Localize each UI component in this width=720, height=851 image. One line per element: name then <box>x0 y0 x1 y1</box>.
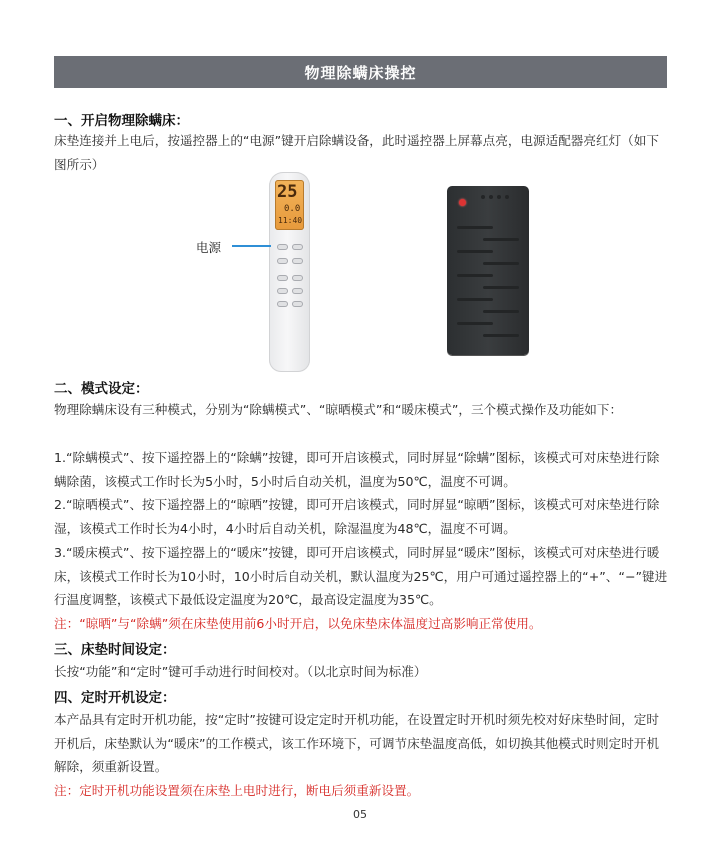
section4-heading: 四、定时开机设定： <box>54 690 176 706</box>
remote-button <box>292 301 303 307</box>
section4-note: 注：定时开机功能设置须在床垫上电时进行，断电后须重新设置。 <box>54 783 420 798</box>
remote-control-image <box>269 172 310 372</box>
power-callout-line <box>232 245 271 247</box>
section2-intro: 物理除螨床设有三种模式，分别为“除螨模式”、“晾晒模式”和“暖床模式”，三个模式操作及功能如下： <box>54 402 623 417</box>
red-led-icon <box>459 199 466 206</box>
power-callout-label: 电源 <box>196 240 222 255</box>
remote-time-readout: 11:40 <box>278 216 303 225</box>
page-title: 物理除螨床操控 <box>54 56 667 88</box>
section1-text: 床垫连接并上电后，按遥控器上的“电源”键开启除螨设备，此时遥控器上屏幕点亮，电源适配器亮红灯（如下图所示） <box>54 133 659 172</box>
section2-item-3: 3.“暖床模式”、按下遥控器上的“暖床”按键，即可开启该模式，同时屏显“暖床”图标，该模式可对床垫进行暖床，该模式工作时长为10小时，10小时后自动关机，默认温度为25℃，用户可通过遥控器上的“+”、“−”键进行温度调整，该模式下最低设定温度为20℃，最高设定温度为35℃。 <box>54 545 668 608</box>
remote-plus-button <box>292 244 303 250</box>
remote-button <box>277 301 288 307</box>
remote-power-button <box>277 244 288 250</box>
section2-item-1: 1.“除螨模式”、按下遥控器上的“除螨”按键，即可开启该模式，同时屏显“除螨”图标，该模式可对床垫进行除螨除菌，该模式工作时长为5小时，5小时后自动关机，温度为50℃，温度不可调。 <box>54 450 660 489</box>
remote-function-button <box>277 258 288 264</box>
section4-text: 本产品具有定时开机功能，按“定时”按键可设定定时开机功能，在设置定时开机时须先校对好床垫时间，定时开机后，床垫默认为“暖床”的工作模式，该工作环境下，可调节床垫温度高低，如切换其他模式时则定时开机解除，须重新设置。 <box>54 712 659 775</box>
remote-temp-readout: 25 <box>277 182 298 202</box>
section2-heading: 二、模式设定： <box>54 381 149 397</box>
section2-item-2: 2.“晾晒模式”、按下遥控器上的“晾晒”按键，即可开启该模式，同时屏显“晾晒”图标，该模式可对床垫进行除湿，该模式工作时长为4小时，4小时后自动关机，除湿温度为48℃，温度不可调。 <box>54 497 660 536</box>
page-number: 05 <box>353 808 367 821</box>
remote-screen <box>275 180 304 230</box>
section1-heading: 一、开启物理除螨床： <box>54 113 189 129</box>
section2-note: 注：“晾晒”与“除螨”须在床垫使用前6小时开启，以免床垫床体温度过高影响正常使用。 <box>54 616 542 631</box>
power-adapter-image <box>447 186 529 355</box>
remote-button <box>277 275 288 281</box>
remote-button <box>292 288 303 294</box>
remote-button <box>292 275 303 281</box>
remote-sub-readout: 0.0 <box>284 204 301 214</box>
remote-button <box>277 288 288 294</box>
section3-text: 长按“功能”和“定时”键可手动进行时间校对。（以北京时间为标准） <box>54 664 427 679</box>
remote-minus-button <box>292 258 303 264</box>
section3-heading: 三、床垫时间设定： <box>54 642 176 658</box>
